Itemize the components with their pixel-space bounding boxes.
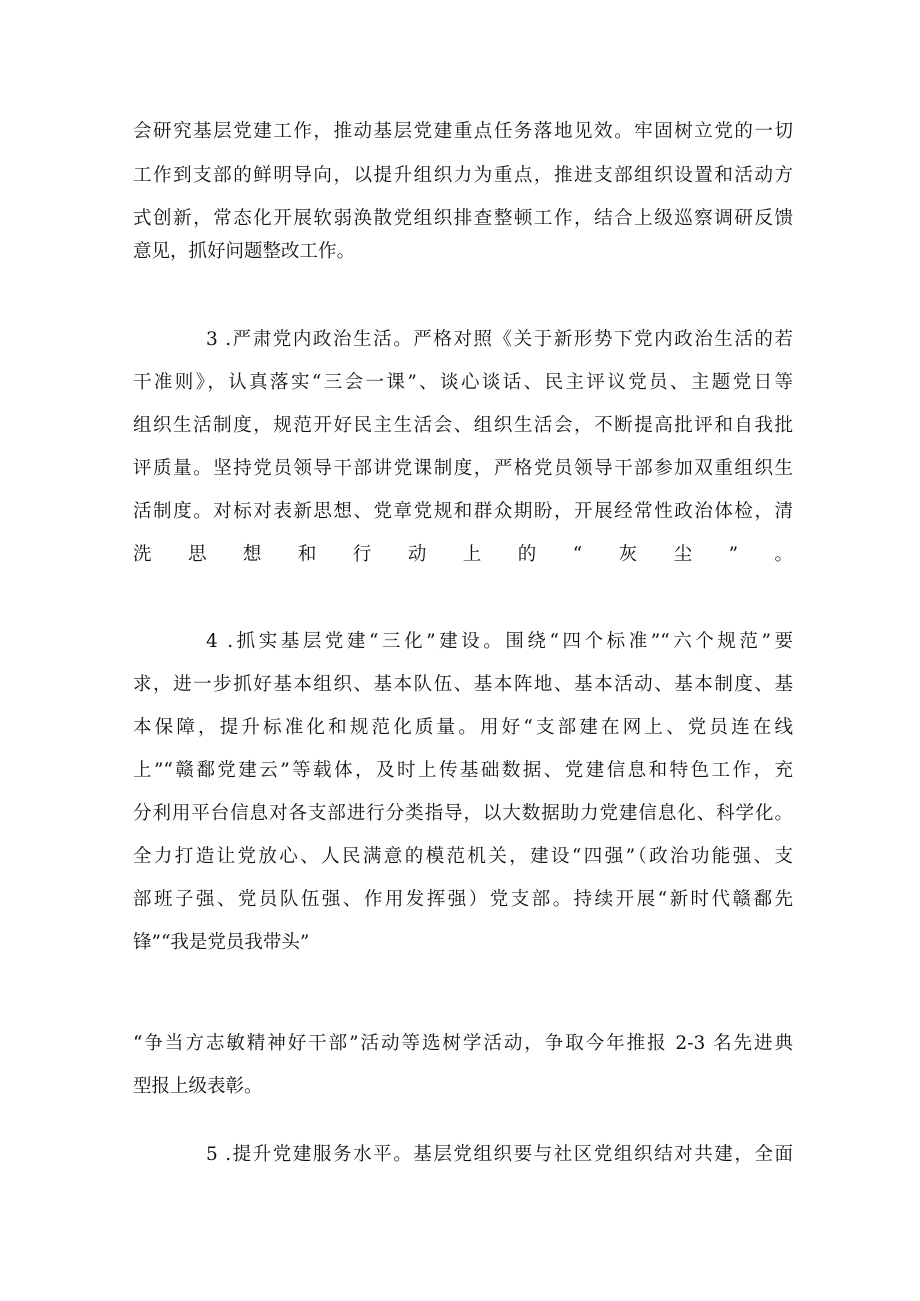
text-line: 意见，抓好问题整改工作。 xyxy=(133,241,356,262)
text-line: 洗思想和行动上的“灰尘”。 xyxy=(133,544,793,565)
item-3-heading-line: 3 .严肃党内政治生活。严格对照《关于新形势下党内政治生活的若 xyxy=(206,329,793,350)
text-line: 型报上级表彰。 xyxy=(133,1076,263,1097)
text-line: 上”“赣鄱党建云”等载体，及时上传基础数据、党建信息和特色工作，充 xyxy=(133,760,793,781)
text-line: 活制度。对标对表新思想、党章党规和群众期盼，开展经常性政治体检，清 xyxy=(133,501,793,522)
text-line: 求，进一步抓好基本组织、基本队伍、基本阵地、基本活动、基本制度、基 xyxy=(133,674,793,695)
text-line: 工作到支部的鲜明导向，以提升组织力为重点，推进支部组织设置和活动方 xyxy=(133,165,793,186)
text-line: 全力打造让党放心、人民满意的模范机关，建设“四强”（政治功能强、支 xyxy=(133,846,793,867)
text-line: 锋”“我是党员我带头” xyxy=(133,932,310,953)
text-line: 本保障，提升标准化和规范化质量。用好“支部建在网上、党员连在线 xyxy=(133,717,793,738)
item-4-heading-line: 4 .抓实基层党建“三化”建设。围绕“四个标准”“六个规范”要 xyxy=(206,631,793,652)
text-line: 式创新，常态化开展软弱涣散党组织排查整顿工作，结合上级巡察调研反馈 xyxy=(133,208,793,229)
text-line: 组织生活制度，规范开好民主生活会、组织生活会，不断提高批评和自我批 xyxy=(133,415,793,436)
text-line xyxy=(133,573,793,603)
text-line: 部班子强、党员队伍强、作用发挥强）党支部。持续开展“新时代赣鄱先 xyxy=(133,889,793,910)
text-line: 会研究基层党建工作，推动基层党建重点任务落地见效。牢固树立党的一切 xyxy=(133,121,793,142)
text-line: 分利用平台信息对各支部进行分类指导，以大数据助力党建信息化、科学化。 xyxy=(133,803,793,824)
text-line: 干准则》，认真落实“三会一课”、谈心谈话、民主评议党员、主题党日等 xyxy=(133,372,793,393)
item-5-heading-line: 5 .提升党建服务水平。基层党组织要与社区党组织结对共建，全面 xyxy=(206,1144,793,1165)
text-line: “争当方志敏精神好干部”活动等选树学活动，争取今年推报 2-3 名先进典 xyxy=(133,1033,793,1054)
text-line: 评质量。坚持党员领导干部讲党课制度，严格党员领导干部参加双重组织生 xyxy=(133,458,793,479)
